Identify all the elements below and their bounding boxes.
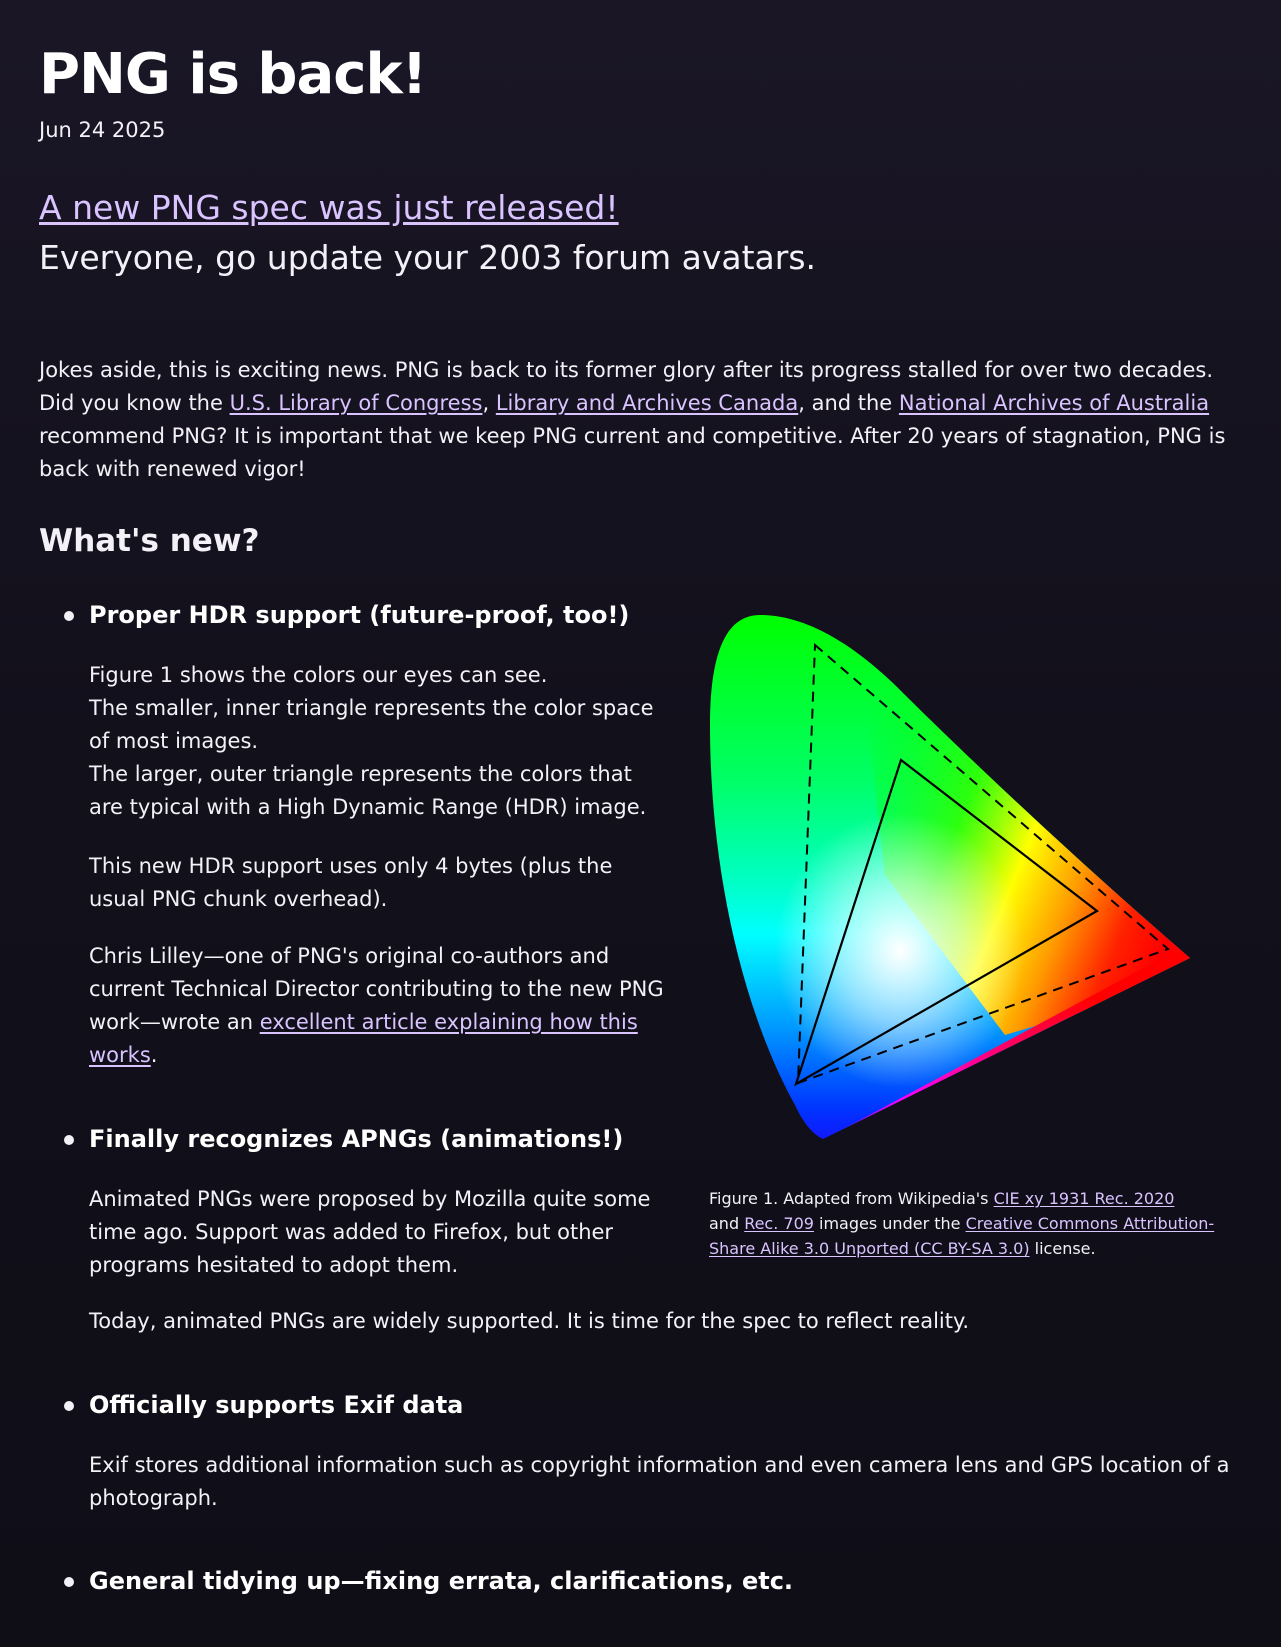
caption-text: and <box>709 1214 745 1233</box>
announce-subtitle: Everyone, go update your 2003 forum avatars. <box>39 238 817 277</box>
tidy-item-title: General tidying up—fixing errata, clarifications, etc. <box>89 1567 794 1595</box>
hdr-line-1: Figure 1 shows the colors our eyes can see. <box>89 663 548 687</box>
creative-commons-license-link[interactable]: Creative Commons Attribution-Share Alike 3.0 Unported (CC BY-SA 3.0) <box>709 1214 1215 1258</box>
hdr-p3-text: Chris Lilley—one of PNG's original co-authors and current Technical Director contributing to the new PNG work—wrote an <box>89 944 664 1034</box>
cie-xy-1931-rec2020-link[interactable]: CIE xy 1931 Rec. 2020 <box>993 1189 1175 1208</box>
intro-text: Jokes aside, this is exciting news. PNG is back to its former glory after its progress stalled for over two decades. Did you know the <box>39 358 1214 415</box>
intro-separator: , and the <box>798 391 899 415</box>
hdr-paragraph-3 <box>89 940 669 1072</box>
intro-paragraph <box>39 354 1249 486</box>
apng-paragraph-2: Today, animated PNGs are widely supported. It is time for the spec to reflect reality. <box>89 1309 970 1333</box>
hdr-item-title: Proper HDR support (future-proof, too!) <box>89 601 630 629</box>
intro-separator: , <box>482 391 496 415</box>
bullet-icon <box>64 611 74 621</box>
caption-text: Figure 1. Adapted from Wikipedia's <box>709 1189 994 1208</box>
exif-paragraph-1: Exif stores additional information such as copyright information and even camera lens and GPS location of a photograph. <box>89 1453 1230 1510</box>
bullet-icon <box>64 1135 74 1145</box>
national-archives-australia-link[interactable]: National Archives of Australia <box>898 391 1210 415</box>
page-title: PNG is back! <box>39 42 427 107</box>
hdr-p3-end: . <box>150 1043 158 1067</box>
rec709-link[interactable]: Rec. 709 <box>744 1214 814 1233</box>
bullet-icon <box>64 1577 74 1587</box>
cie-chromaticity-diagram <box>705 615 1205 1165</box>
library-archives-canada-link[interactable]: Library and Archives Canada <box>495 391 799 415</box>
caption-text: license. <box>1029 1239 1096 1258</box>
exif-item-title: Officially supports Exif data <box>89 1391 464 1419</box>
hdr-paragraph-2: This new HDR support uses only 4 bytes (plus the usual PNG chunk overhead). <box>89 854 613 911</box>
library-of-congress-link[interactable]: U.S. Library of Congress <box>229 391 483 415</box>
apng-paragraph-1: Animated PNGs were proposed by Mozilla quite some time ago. Support was added to Firefox, but other programs hesitated to adopt them. <box>89 1187 651 1277</box>
post-date: Jun 24 2025 <box>39 118 166 142</box>
caption-text: images under the <box>813 1214 966 1233</box>
hdr-line-3: The larger, outer triangle represents the colors that are typical with a High Dynamic Range (HDR) image. <box>89 762 647 819</box>
whats-new-heading: What's new? <box>39 523 260 559</box>
apng-item-title: Finally recognizes APNGs (animations!) <box>89 1125 624 1153</box>
intro-text-end: recommend PNG? It is important that we keep PNG current and competitive. After 20 years of stagnation, PNG is back with renewed vigor! <box>39 424 1226 481</box>
hdr-paragraph-1 <box>89 659 669 824</box>
figure-caption <box>709 1186 1229 1261</box>
hdr-line-2: The smaller, inner triangle represents the color space of most images. <box>89 696 654 753</box>
excellent-article-link[interactable]: excellent article explaining how this works <box>89 1010 638 1067</box>
bullet-icon <box>64 1401 74 1411</box>
new-spec-link[interactable]: A new PNG spec was just released! <box>39 188 619 227</box>
